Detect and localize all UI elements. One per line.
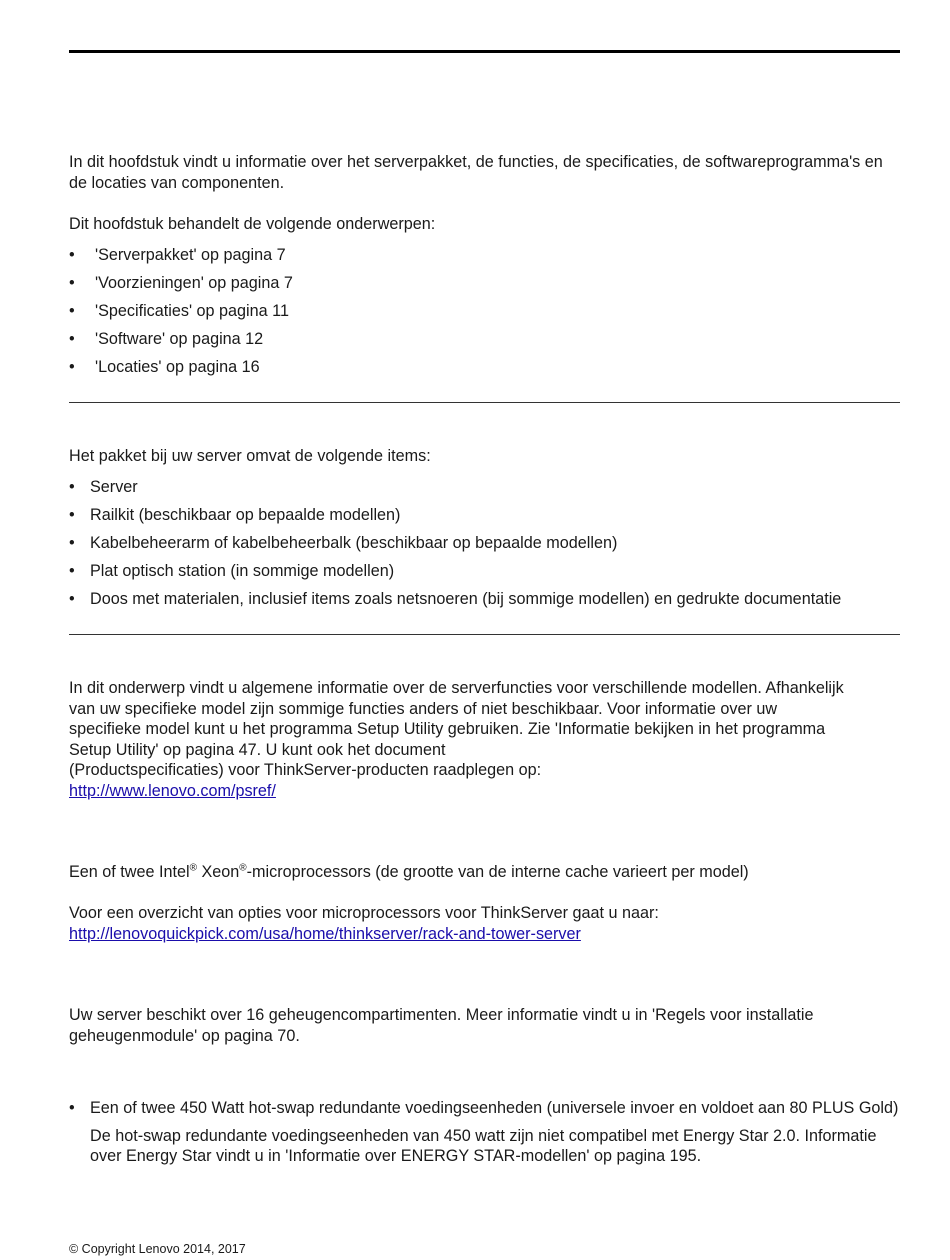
list-item[interactable]: • 'Specificaties' op pagina 11	[69, 302, 289, 320]
power-note: De hot-swap redundante voedingseenheden van 450 watt zijn niet compatibel met Energy Star 2.0. Informatie over Energy Star vindt u in 'Informatie over ENERGY STAR-modellen' op pagina 195.	[90, 1126, 877, 1165]
package-intro: Het pakket bij uw server omvat de volgende items:	[69, 447, 431, 465]
power-list	[69, 1098, 900, 1167]
list-item[interactable]: • 'Serverpakket' op pagina 7	[69, 246, 286, 264]
microprocessor-options: Voor een overzicht van opties voor microprocessors voor ThinkServer gaat u naar: http://lenovoquickpick.com/usa/home/thinkserver/rack-and-tower-server	[69, 904, 659, 943]
list-item: • Kabelbeheerarm of kabelbeheerbalk (beschikbaar op bepaalde modellen)	[69, 534, 618, 552]
list-item: • Doos met materialen, inclusief items zoals netsnoeren (bij sommige modellen) en gedrukte documentatie	[69, 590, 842, 608]
topics-list	[69, 245, 900, 385]
list-item[interactable]: • 'Locaties' op pagina 16	[69, 358, 260, 376]
list-item: • Plat optisch station (in sommige modellen)	[69, 562, 395, 580]
top-rule	[69, 50, 900, 53]
list-item: • Server	[69, 478, 138, 496]
memory-paragraph: Uw server beschikt over 16 geheugencompartimenten. Meer informatie vindt u in 'Regels voor installatie geheugenmodule' op pagina 70.	[69, 1006, 814, 1045]
list-item[interactable]: • 'Software' op pagina 12	[69, 330, 264, 348]
package-items-list	[69, 477, 900, 617]
section-divider	[69, 402, 900, 403]
quickpick-link[interactable]: http://lenovoquickpick.com/usa/home/thinkserver/rack-and-tower-server	[69, 924, 581, 943]
list-item[interactable]: • 'Voorzieningen' op pagina 7	[69, 274, 293, 292]
topics-heading: Dit hoofdstuk behandelt de volgende onderwerpen:	[69, 215, 436, 233]
list-item: • Een of twee 450 Watt hot-swap redundante voedingseenheden (universele invoer en voldoet aan 80 PLUS Gold) De hot-swap redundante voedingseenheden van 450 watt zijn niet compatibel met Energy Star 2.0. Informatie over Energy Star vindt u in 'Informatie over ENERGY STAR-modellen' op pagina 195.	[69, 1099, 899, 1165]
intro-paragraph: In dit hoofdstuk vindt u informatie over het serverpakket, de functies, de specificaties, de softwareprogramma's en de locaties van componenten.	[69, 153, 883, 192]
list-item: • Railkit (beschikbaar op bepaalde modellen)	[69, 506, 401, 524]
features-paragraph: In dit onderwerp vindt u algemene informatie over de serverfuncties voor verschillende modellen. Afhankelijk van uw specifieke model zijn sommige functies anders of niet beschikbaar. Voor informatie over uw specifieke model kunt u het programma Setup Utility gebruiken. Zie 'Informatie bekijken in het programma Setup Utility' op pagina 47. U kunt ook het document (Productspecificaties) voor ThinkServer-producten raadplegen op: http://www.lenovo.com/psref/	[69, 679, 844, 800]
psref-link[interactable]: http://www.lenovo.com/psref/	[69, 781, 276, 800]
section-divider	[69, 634, 900, 635]
copyright-footer: © Copyright Lenovo 2014, 2017	[69, 1242, 246, 1256]
microprocessor-text: Een of twee Intel® Xeon®-microprocessors (de grootte van de interne cache varieert per model)	[69, 862, 749, 881]
